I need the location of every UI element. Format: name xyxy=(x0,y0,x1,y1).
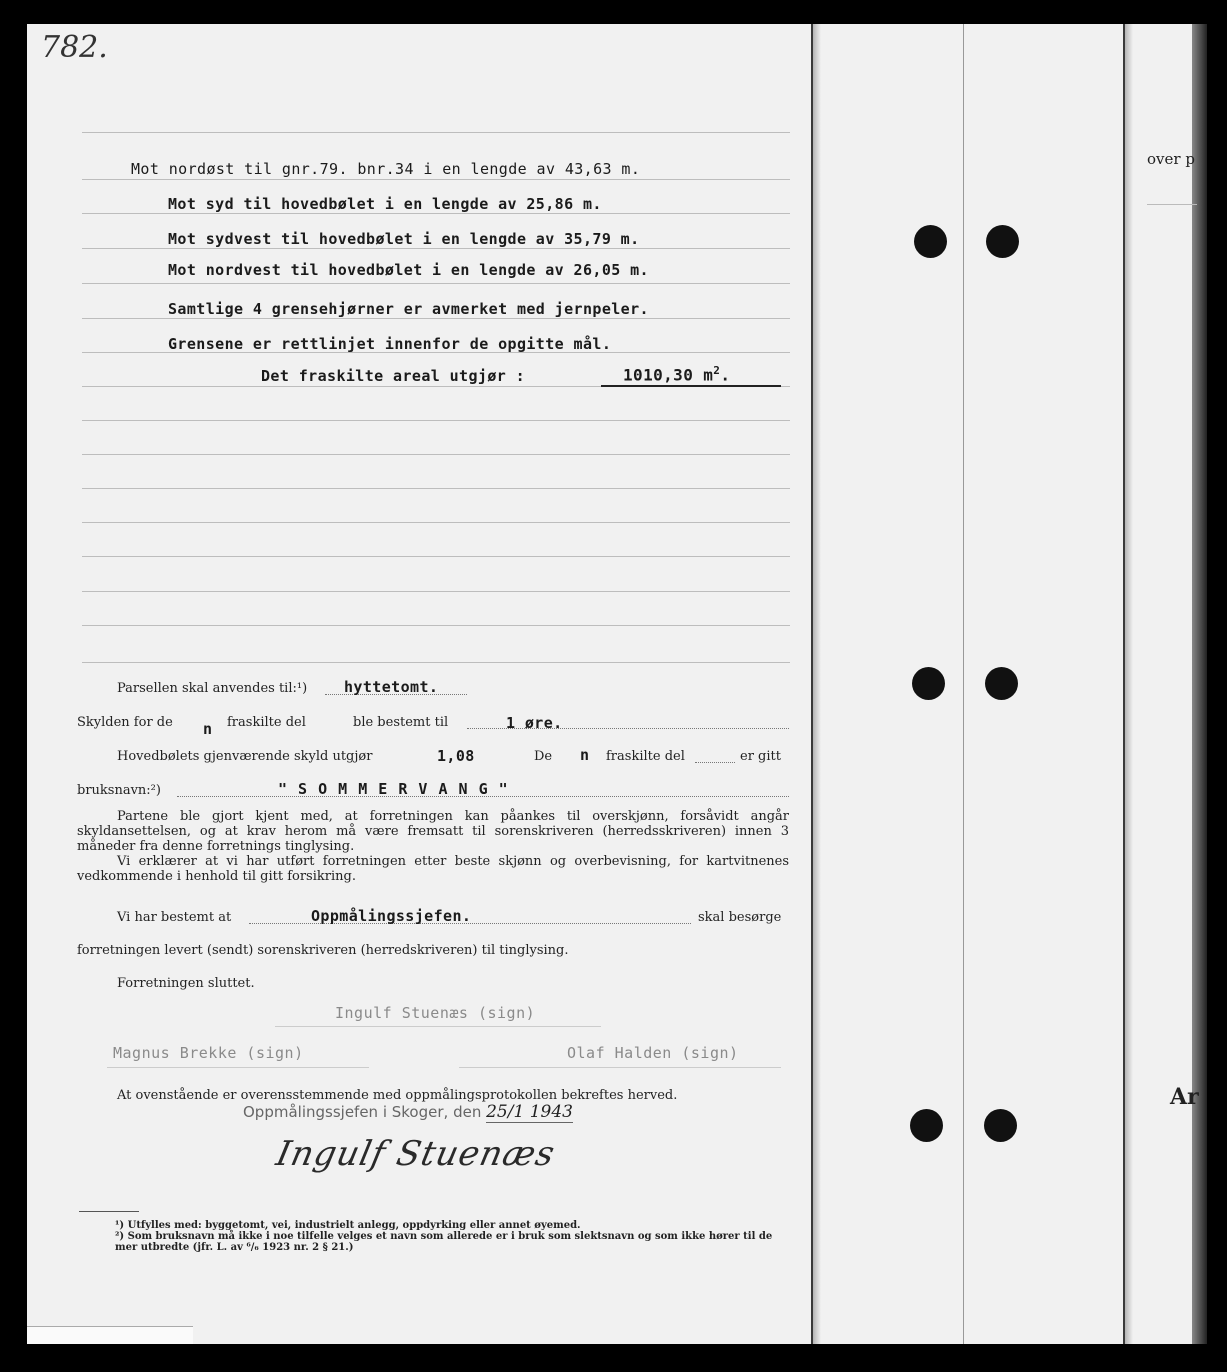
punch-hole xyxy=(986,225,1019,258)
boundary-line-6: Grensene er rettlinjet innenfor de opgitte mål. xyxy=(168,335,612,353)
ruled-line xyxy=(82,213,790,214)
skyld-label-a: Skylden for de xyxy=(77,715,173,730)
boundary-line-3: Mot sydvest til hovedbølet i en lengde av 35,79 m. xyxy=(168,230,640,248)
bestemt-label: Vi har bestemt at xyxy=(117,910,232,925)
dark-right-edge xyxy=(1192,24,1207,1344)
ruled-line xyxy=(82,488,790,489)
boundary-line-2: Mot syd til hovedbølet i en lengde av 25,86 m. xyxy=(168,195,602,213)
area-end: . xyxy=(720,365,731,385)
skyld-n: n xyxy=(203,720,213,738)
sheet-shade-3 xyxy=(1125,24,1133,1344)
punch-hole xyxy=(985,667,1018,700)
ruled-line xyxy=(82,132,790,133)
area-number: 1010,30 m xyxy=(623,365,714,385)
fraskilte-del-label: fraskilte del xyxy=(606,749,685,764)
terms-paragraphs xyxy=(77,809,789,884)
gitt-dots xyxy=(695,762,735,763)
skyld-value: 1 øre. xyxy=(506,714,563,732)
footnote-2: ²) Som bruksnavn må ikke i noe tilfelle velges et navn som allerede er i bruk som slektsnavn og som ikke hører til de mer utbredte (jfr. L. av ⁶/₆ 1923 nr. 2 § 21.) xyxy=(115,1231,773,1253)
ruled-line xyxy=(82,522,790,523)
margin-rule xyxy=(1147,204,1197,205)
forretningen-sluttet: Forretningen sluttet. xyxy=(117,976,255,991)
area-superscript: 2 xyxy=(713,364,721,377)
ruled-line xyxy=(82,454,790,455)
ruled-line xyxy=(82,179,790,180)
signature-line-top xyxy=(275,1026,601,1027)
margin-note-bottom: Ar xyxy=(1170,1084,1199,1110)
parsell-value: hyttetomt. xyxy=(344,678,439,696)
bruksnavn-label: bruksnavn:²) xyxy=(77,783,161,798)
signature-top: Ingulf Stuenæs (sign) xyxy=(335,1004,536,1022)
de-n: n xyxy=(580,746,590,764)
bruksnavn-value: " S O M M E R V A N G " xyxy=(278,780,509,798)
page-number: 782. xyxy=(41,30,108,65)
hoved-label: Hovedbølets gjenværende skyld utgjør xyxy=(117,749,373,764)
sheet-edge-2 xyxy=(963,24,964,1344)
ruled-line xyxy=(82,591,790,592)
bestemt-end: skal besørge xyxy=(698,910,782,925)
attest-text: At ovenstående er overensstemmende med oppmålingsprotokollen bekreftes herved. xyxy=(117,1088,678,1103)
boundary-line-5: Samtlige 4 grensehjørner er avmerket med jernpeler. xyxy=(168,300,649,318)
ruled-line xyxy=(82,625,790,626)
sheet-shade-1 xyxy=(813,24,821,1344)
stamp-text: Oppmålingssjefen i Skoger, den xyxy=(243,1103,482,1121)
hoved-value: 1,08 xyxy=(437,747,475,765)
punch-hole xyxy=(910,1109,943,1142)
handwritten-signature: Ingulf Stuenæs xyxy=(272,1134,559,1174)
boundary-line-4: Mot nordvest til hovedbølet i en lengde av 26,05 m. xyxy=(168,261,649,279)
stamp-date: 25/1 1943 xyxy=(486,1102,573,1122)
signature-right: Olaf Halden (sign) xyxy=(567,1044,739,1062)
paragraph-appeal: Partene ble gjort kjent med, at forretningen kan påankes til overskjønn, forsåvidt angår skyldansettelsen, og at krav herom må være fremsatt til sorenskriveren (herredsskriveren) innen 3 måneder fra denne forretnings tinglysing. xyxy=(77,809,789,854)
paragraph-declaration: Vi erklærer at vi har utført forretningen etter beste skjønn og overbevisning, for kartvitnenes vedkommende i henhold til gitt forsikring. xyxy=(77,854,789,884)
punch-hole xyxy=(912,667,945,700)
office-stamp xyxy=(243,1102,573,1122)
footnote-1: ¹) Utfylles med: byggetomt, vei, industrielt anlegg, oppdyrking eller annet øyemed. xyxy=(115,1220,581,1231)
margin-note-over: over p xyxy=(1147,150,1195,168)
parsell-label: Parsellen skal anvendes til:¹) xyxy=(117,681,308,696)
document-page xyxy=(27,24,1207,1344)
ruled-line xyxy=(82,318,790,319)
area-label: Det fraskilte areal utgjør : xyxy=(261,367,526,385)
er-gitt-label: er gitt xyxy=(740,749,781,764)
punch-hole xyxy=(984,1109,1017,1142)
ruled-line xyxy=(82,662,790,663)
ruled-line xyxy=(82,420,790,421)
punch-hole xyxy=(914,225,947,258)
de-label: De xyxy=(534,749,553,764)
boundary-line-1: Mot nordøst til gnr.79. bnr.34 i en lengde av 43,63 m. xyxy=(131,160,641,178)
signature-line-left xyxy=(107,1067,369,1068)
signature-line-right xyxy=(459,1067,781,1068)
area-underline xyxy=(601,385,781,387)
bestemt-value: Oppmålingssjefen. xyxy=(311,907,472,925)
ruled-line xyxy=(82,283,790,284)
footnote-separator xyxy=(79,1211,139,1212)
signature-left: Magnus Brekke (sign) xyxy=(113,1044,304,1062)
bestemt-line2: forretningen levert (sendt) sorenskriveren (herredskriveren) til tinglysing. xyxy=(77,943,569,958)
skyld-label-c: ble bestemt til xyxy=(353,715,449,730)
footnotes xyxy=(115,1220,787,1253)
skyld-label-b: fraskilte del xyxy=(227,715,306,730)
area-value xyxy=(623,364,730,384)
paper-tab xyxy=(27,1326,193,1344)
ruled-line xyxy=(82,556,790,557)
ruled-line xyxy=(82,248,790,249)
